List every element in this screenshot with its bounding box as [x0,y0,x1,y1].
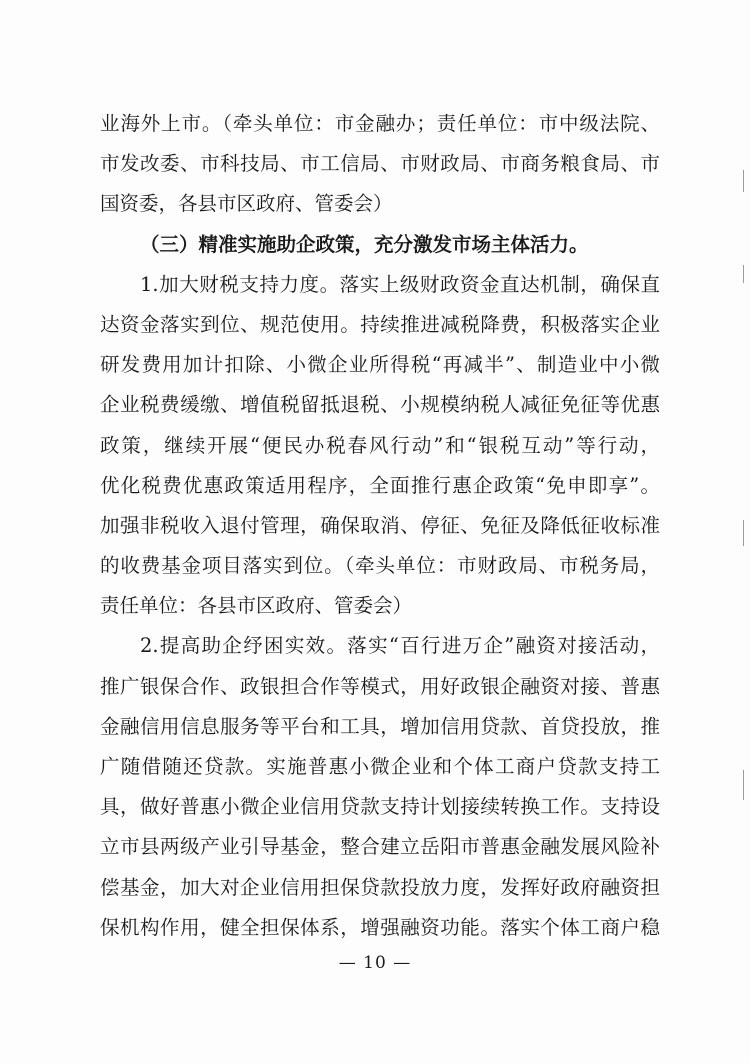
text-line: 优化税费优惠政策适用程序，全面推行惠企政策“免申即享”。 [100,473,660,497]
text-line: 推广银保合作、政银担合作等模式，用好政银企融资对接、普惠 [100,674,660,698]
page-number: — 10 — [338,953,412,973]
text-line: 加强非税收入退付管理，确保取消、停征、免征及降低征收标准 [100,513,660,537]
text-line: 具，做好普惠小微企业信用贷款支持计划接续转换工作。支持设 [100,795,660,819]
document-body [100,104,660,948]
paragraph-first-line: 1.加大财税支持力度。落实上级财政资金直达机制，确保直 [140,272,660,296]
text-line: 市发改委、市科技局、市工信局、市财政局、市商务粮食局、市 [100,152,660,176]
text-line: 政策，继续开展“便民办税春风行动”和“银税互动”等行动， [100,433,660,457]
text-line: 企业税费缓缴、增值税留抵退税、小规模纳税人减征免征等优惠 [100,393,660,417]
text-line: 业海外上市。（牵头单位：市金融办；责任单位：市中级法院、 [100,112,660,135]
scan-margin-mark [743,770,744,800]
text-line: 保机构作用，健全担保体系，增强融资功能。落实个体工商户稳 [100,915,660,939]
scan-margin-mark [743,170,744,192]
paragraph-first-line: 2.提高助企纾困实效。落实“百行进万企”融资对接活动， [140,634,660,658]
text-line: 广随借随还贷款。实施普惠小微企业和个体工商户贷款支持工 [100,755,660,778]
text-line: 立市县两级产业引导基金，整合建立岳阳市普惠金融发展风险补 [100,835,660,859]
text-line: 的收费基金项目落实到位。（牵头单位：市财政局、市税务局， [100,554,660,578]
text-line: 达资金落实到位、规范使用。持续推进减税降费，积极落实企业 [100,312,660,336]
text-line: 金融信用信息服务等平台和工具，增加信用贷款、首贷投放，推 [100,714,660,738]
text-line: 研发费用加计扣除、小微企业所得税“再减半”、制造业中小微 [100,353,660,377]
text-line: 国资委，各县市区政府、管委会） [100,192,393,216]
scan-margin-mark [743,265,744,283]
scan-margin-mark [743,520,744,546]
text-line: 偿基金，加大对企业信用担保贷款投放力度，发挥好政府融资担 [100,875,660,899]
text-line: 责任单位：各县市区政府、管委会） [100,594,413,618]
section-heading: （三）精准实施助企政策，充分激发市场主体活力。 [140,232,589,256]
